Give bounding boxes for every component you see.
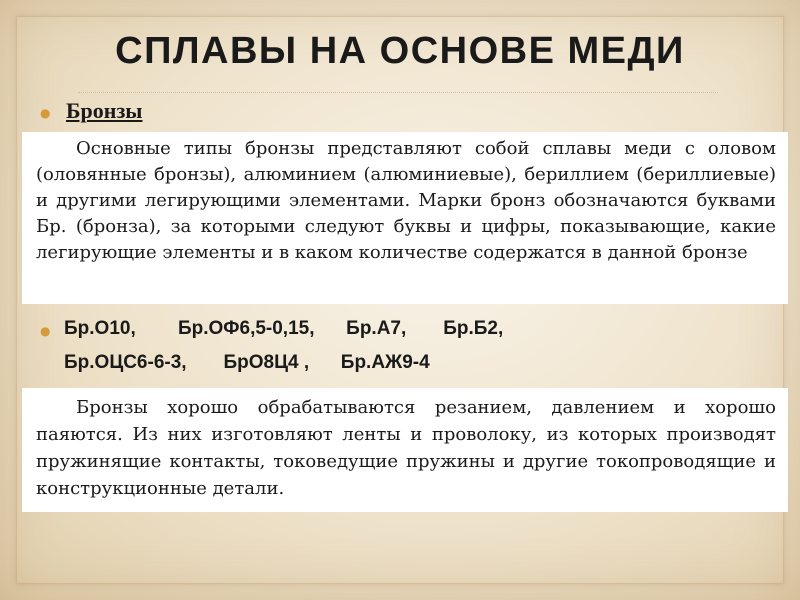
bronze-grades-line: Бр.ОЦС6-6-3, БрО8Ц4 , Бр.АЖ9-4 [64, 352, 430, 373]
subheading: Бронзы [66, 98, 143, 123]
slide-title: СПЛАВЫ НА ОСНОВЕ МЕДИ [115, 30, 685, 72]
bullet-icon: ● [40, 106, 51, 120]
description-textbox [22, 132, 788, 304]
title-divider [78, 92, 718, 93]
properties-paragraph: Бронзы хорошо обрабатываются резанием, давлением и хорошо паяются. Из них изготовляют ленты и проволоку, из которых производят пружинящие контакты, токоведущие пружины и другие токопроводящие и конструкционные детали. [36, 397, 776, 499]
bronze-grades-line: Бр.О10, Бр.ОФ6,5-0,15, Бр.А7, Бр.Б2, [64, 318, 504, 339]
bullet-icon: ● [40, 324, 51, 338]
properties-textbox [22, 388, 788, 512]
description-paragraph: Основные типы бронзы представляют собой сплавы меди с оловом (оловянные бронзы), алюминием (алюминиевые), бериллием (бериллиевые) и другими легирующими элементами. Марки бронз обозначаются буквами Бр. (бронза), за которыми следуют буквы и цифры, показывающие, какие легирующие элементы и в каком количестве содержатся в данной бронзе [36, 138, 776, 263]
